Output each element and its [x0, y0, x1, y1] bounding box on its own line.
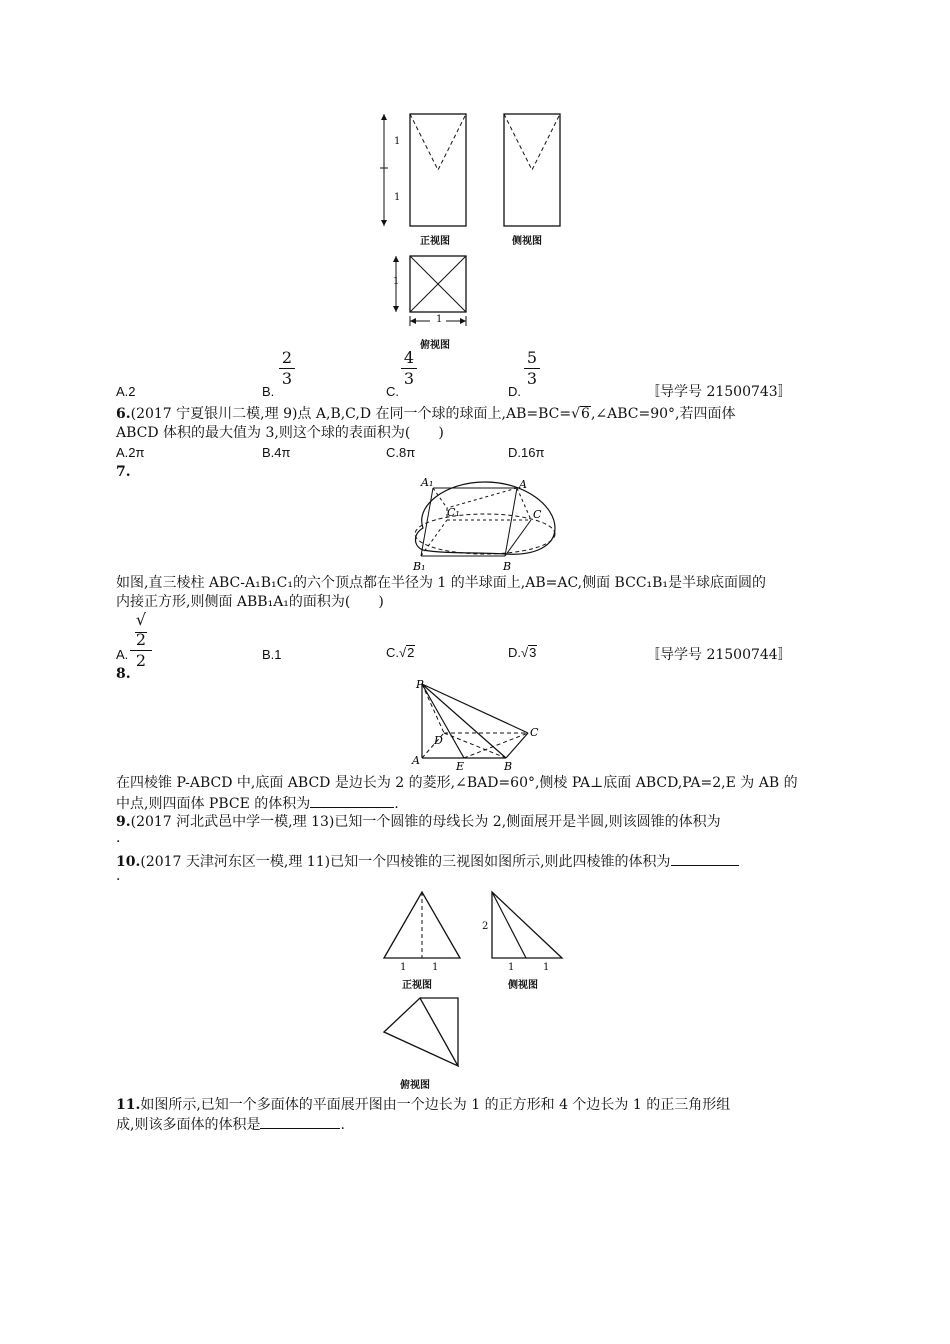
- label-b: B: [504, 760, 513, 773]
- label-e: E: [456, 760, 465, 773]
- q10-side-caption: 侧视图: [508, 980, 538, 991]
- top-view-caption: 俯视图: [420, 340, 450, 351]
- label-p: P: [416, 678, 424, 691]
- q11-text-line-2: [116, 1114, 345, 1134]
- q9-line1-text: (2017 河北武邑中学一模,理 13)已知一个圆锥的母线长为 2,侧面展开是半圆,则该圆锥的体积为: [130, 814, 721, 830]
- q8-answer-blank[interactable]: [310, 793, 394, 808]
- q7-option-a-fraction: [130, 610, 152, 671]
- q10-line1-text: (2017 天津河东区一模,理 11)已知一个四棱锥的三视图如图所示,则此四棱锥的体积为: [140, 854, 671, 870]
- q7-text-line-2: 内接正方形,则侧面 ABB₁A₁的面积为( ): [116, 594, 384, 610]
- q5-reference-number: 〚导学号 21500743〛: [646, 384, 792, 400]
- label-a: A: [519, 478, 527, 491]
- top-dim-height: 1: [393, 276, 400, 287]
- label-a: A: [412, 754, 420, 767]
- label-b1: B₁: [413, 560, 426, 573]
- q6-text-line-2: ABCD 体积的最大值为 3,则这个球的表面积为( ): [116, 425, 444, 441]
- front-view-caption: 正视图: [420, 236, 450, 247]
- label-c: C: [533, 508, 542, 521]
- fraction-numerator: 4: [401, 348, 417, 369]
- front-dim-2: 1: [394, 192, 401, 203]
- fraction-denominator: 3: [281, 369, 293, 388]
- top-dim-width: 1: [436, 314, 443, 325]
- q11-text-line-1: [116, 1096, 730, 1114]
- label-c: C: [530, 726, 539, 739]
- fraction-denominator: 3: [403, 369, 415, 388]
- q8-pyramid-figure: [410, 678, 550, 772]
- q9-number: 9.: [116, 814, 131, 830]
- q5-option-c-fraction: [401, 348, 417, 389]
- q9-text-line-2: .: [116, 830, 121, 846]
- q10-top-view: [378, 992, 468, 1072]
- q10-text-line-2: .: [116, 868, 121, 884]
- q11-line2-end: .: [340, 1117, 345, 1133]
- fraction-numerator: 2: [279, 348, 295, 369]
- q7-reference-number: 〚导学号 21500744〛: [646, 647, 792, 663]
- option-c-prefix: C.: [386, 645, 399, 660]
- label-a1: A₁: [421, 476, 434, 489]
- option-c-radicand: 2: [407, 645, 415, 660]
- q11-line1-text: 如图所示,已知一个多面体的平面展开图由一个边长为 1 的正方形和 4 个边长为 1 的正三角形组: [140, 1097, 731, 1113]
- q10-answer-blank[interactable]: [671, 851, 739, 866]
- q10-side-dim-left: 1: [508, 962, 515, 973]
- q6-option-c[interactable]: C.8π: [386, 445, 416, 460]
- q10-side-dim-height: 2: [482, 921, 489, 932]
- q8-line2-text: 中点,则四面体 PBCE 的体积为: [116, 796, 311, 812]
- q8-text-line-2: [116, 793, 399, 813]
- q10-side-view: [486, 886, 576, 966]
- q6-line1-part-b: ,∠ABC=90°,若四面体: [590, 406, 736, 422]
- fraction-numerator: 5: [524, 348, 540, 369]
- q7-number: 7.: [116, 464, 131, 480]
- q8-text-line-1: 在四棱锥 P-ABCD 中,底面 ABCD 是边长为 2 的菱形,∠BAD=60°,侧棱 PA⊥底面 ABCD,PA=2,E 为 AB 的: [116, 775, 798, 791]
- q10-front-caption: 正视图: [402, 980, 432, 991]
- q9-text-line-1: [116, 813, 721, 831]
- q7-hemisphere-prism-figure: [405, 476, 565, 576]
- q6-option-b[interactable]: B.4π: [262, 445, 291, 460]
- q6-text-line-1: 6.(2017 宁夏银川二模,理 9)点 A,B,C,D 在同一个球的球面上,AB=BC=√6,∠ABC=90°,若四面体: [116, 406, 736, 422]
- q5-top-view: [390, 250, 480, 330]
- q10-front-view: [378, 886, 468, 966]
- q8-number: 8.: [116, 666, 131, 682]
- q5-front-view: [380, 108, 470, 233]
- q7-option-c[interactable]: C.√2: [386, 645, 415, 660]
- q5-option-b-fraction: [279, 348, 295, 389]
- q8-line2-end: .: [394, 796, 399, 812]
- q7-option-a[interactable]: A.: [116, 647, 129, 662]
- q7-text-line-1: 如图,直三棱柱 ABC-A₁B₁C₁的六个顶点都在半径为 1 的半球面上,AB=AC,侧面 BCC₁B₁是半球底面圆的: [116, 575, 767, 591]
- q11-line2-text: 成,则该多面体的体积是: [116, 1117, 261, 1133]
- q10-side-dim-right: 1: [543, 962, 550, 973]
- q10-front-dim-left: 1: [400, 962, 407, 973]
- q5-option-a[interactable]: A.2: [116, 384, 136, 399]
- label-d: D: [434, 734, 443, 747]
- q11-answer-blank[interactable]: [260, 1114, 340, 1129]
- q6-number: 6.: [116, 406, 131, 422]
- option-d-prefix: D.: [508, 645, 521, 660]
- fraction-denominator: 2: [135, 651, 147, 670]
- front-dim-1: 1: [394, 136, 401, 147]
- label-c1: C₁: [447, 506, 460, 519]
- label-b: B: [503, 560, 512, 573]
- option-d-radicand: 3: [529, 645, 537, 660]
- q11-number: 11.: [116, 1097, 141, 1113]
- q5-option-d[interactable]: D.: [508, 384, 521, 399]
- q5-option-d-fraction: [524, 348, 540, 389]
- fraction-denominator: 3: [526, 369, 538, 388]
- q7-option-d[interactable]: D.√3: [508, 645, 537, 660]
- q5-option-c[interactable]: C.: [386, 384, 399, 399]
- q6-option-a[interactable]: A.2π: [116, 445, 145, 460]
- q10-front-dim-right: 1: [432, 962, 439, 973]
- q10-text-line-1: [116, 851, 739, 871]
- fraction-radicand: 2: [135, 630, 147, 649]
- q6-option-d[interactable]: D.16π: [508, 445, 545, 460]
- side-view-caption: 侧视图: [512, 236, 542, 247]
- fraction-numerator: √2: [130, 610, 152, 651]
- q10-top-caption: 俯视图: [400, 1080, 430, 1091]
- q7-option-b[interactable]: B.1: [262, 647, 282, 662]
- q5-side-view: [500, 108, 570, 233]
- q6-radicand: 6: [581, 406, 590, 422]
- q5-option-b[interactable]: B.: [262, 384, 275, 399]
- q10-number: 10.: [116, 854, 141, 870]
- q6-line1-part-a: (2017 宁夏银川二模,理 9)点 A,B,C,D 在同一个球的球面上,AB=BC=: [130, 406, 572, 422]
